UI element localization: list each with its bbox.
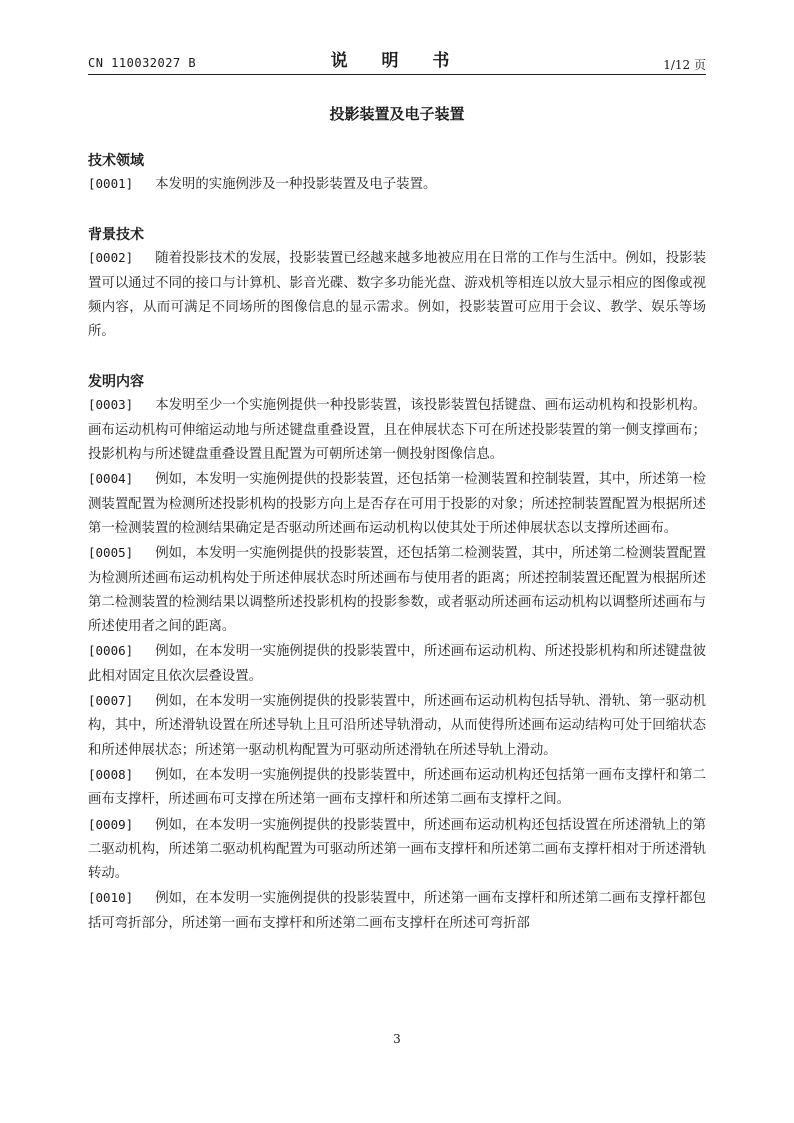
- paragraph-number: [0010]: [88, 890, 134, 906]
- paragraph: [88, 689, 706, 763]
- paragraph: [88, 886, 706, 936]
- paragraph-text: 随着投影技术的发展，投影装置已经越来越多地被应用在日常的工作与生活中。例如，投影装置可以通过不同的接口与计算机、影音光碟、数字多功能光盘、游戏机等相连以放大显示相应的图像或视频内容，从而可满足不同场所的图像信息的显示需求。例如，投影装置可应用于会议、教学、娱乐等场所。: [88, 251, 706, 340]
- page-number: 3: [393, 1032, 401, 1046]
- paragraph-text: 例如，在本发明一实施例提供的投影装置中，所述画布运动机构包括导轨、滑轨、第一驱动机构，其中，所述滑轨设置在所述导轨上且可沿所述导轨滑动，从而使得所述画布运动结构可处于回缩状态和所述伸展状态；所述第一驱动机构配置为可驱动所述滑轨在所述导轨上滑动。: [88, 694, 706, 758]
- paragraph: [88, 813, 706, 887]
- paragraph: [88, 763, 706, 813]
- section-background: [88, 224, 706, 344]
- paragraph-number: [0007]: [88, 693, 134, 709]
- paragraph-text: 本发明的实施例涉及一种投影装置及电子装置。: [155, 177, 437, 192]
- paragraph-text: 例如，在本发明一实施例提供的投影装置中，所述画布运动机构还包括设置在所述滑轨上的第二驱动机构，所述第二驱动机构配置为可驱动所述第一画布支撑杆和所述第二画布支撑杆相对于所述滑轨转动。: [88, 817, 706, 882]
- section-summary: [88, 371, 706, 936]
- paragraph-number: [0006]: [88, 643, 134, 659]
- paragraph-text: 例如，在本发明一实施例提供的投影装置中，所述画布运动机构、所述投影机构和所述键盘彼此相对固定且依次层叠设置。: [88, 644, 706, 684]
- section-heading: 背景技术: [88, 227, 144, 244]
- paragraph-number: [0005]: [88, 545, 134, 561]
- paragraph: [88, 467, 706, 541]
- paragraph: [88, 393, 706, 467]
- page-info: 1/12 页: [663, 58, 706, 72]
- document-body: [88, 150, 706, 936]
- paragraph: [88, 541, 706, 639]
- paragraph-text: 例如，本发明一实施例提供的投影装置，还包括第一检测装置和控制装置，其中，所述第一检测装置配置为检测所述投影机构的投影方向上是否存在可用于投影的对象；所述控制装置配置为根据所述第一检测装置的检测结果确定是否驱动所述画布运动机构以使其处于所述伸展状态以支撑所述画布。: [88, 472, 706, 536]
- paragraph: [88, 639, 706, 689]
- document-title: 投影装置及电子装置: [329, 105, 465, 123]
- paragraph-number: [0002]: [88, 250, 134, 266]
- section-technical-field: [88, 150, 706, 197]
- paragraph-text: 本发明至少一个实施例提供一种投影装置，该投影装置包括键盘、画布运动机构和投影机构。画布运动机构可伸缩运动地与所述键盘重叠设置，且在伸展状态下可在所述投影装置的第一侧支撑画布；投影机构与所述键盘重叠设置且配置为可朝所述第一侧投射图像信息。: [88, 398, 706, 463]
- section-heading: 发明内容: [88, 374, 144, 391]
- paragraph-number: [0009]: [88, 816, 134, 832]
- document-type: 说 明 书: [330, 51, 464, 71]
- paragraph-text: 例如，在本发明一实施例提供的投影装置中，所述第一画布支撑杆和所述第二画布支撑杆都包括可弯折部分，所述第一画布支撑杆和所述第二画布支撑杆在所述可弯折部: [88, 891, 706, 931]
- paragraph-number: [0008]: [88, 766, 134, 782]
- paragraph: [88, 172, 706, 197]
- header-divider: [88, 74, 706, 75]
- paragraph: [88, 246, 706, 344]
- section-heading: 技术领域: [88, 153, 144, 169]
- paragraph-number: [0001]: [88, 176, 134, 191]
- paragraph-text: 例如，在本发明一实施例提供的投影装置中，所述画布运动机构还包括第一画布支撑杆和第二画布支撑杆，所述画布可支撑在所述第一画布支撑杆和所述第二画布支撑杆之间。: [88, 767, 706, 808]
- paragraph-number: [0003]: [88, 397, 134, 413]
- paragraph-number: [0004]: [88, 471, 134, 487]
- paragraph-text: 例如，本发明一实施例提供的投影装置，还包括第二检测装置，其中，所述第二检测装置配置为检测所述画布运动机构处于所述伸展状态时所述画布与使用者的距离；所述控制装置还配置为根据所述第二检测装置的检测结果以调整所述投影机构的投影参数，或者驱动所述画布运动机构以调整所述画布与所述使用者之间的距离。: [88, 546, 706, 635]
- patent-number: CN 110032027 B: [88, 56, 197, 70]
